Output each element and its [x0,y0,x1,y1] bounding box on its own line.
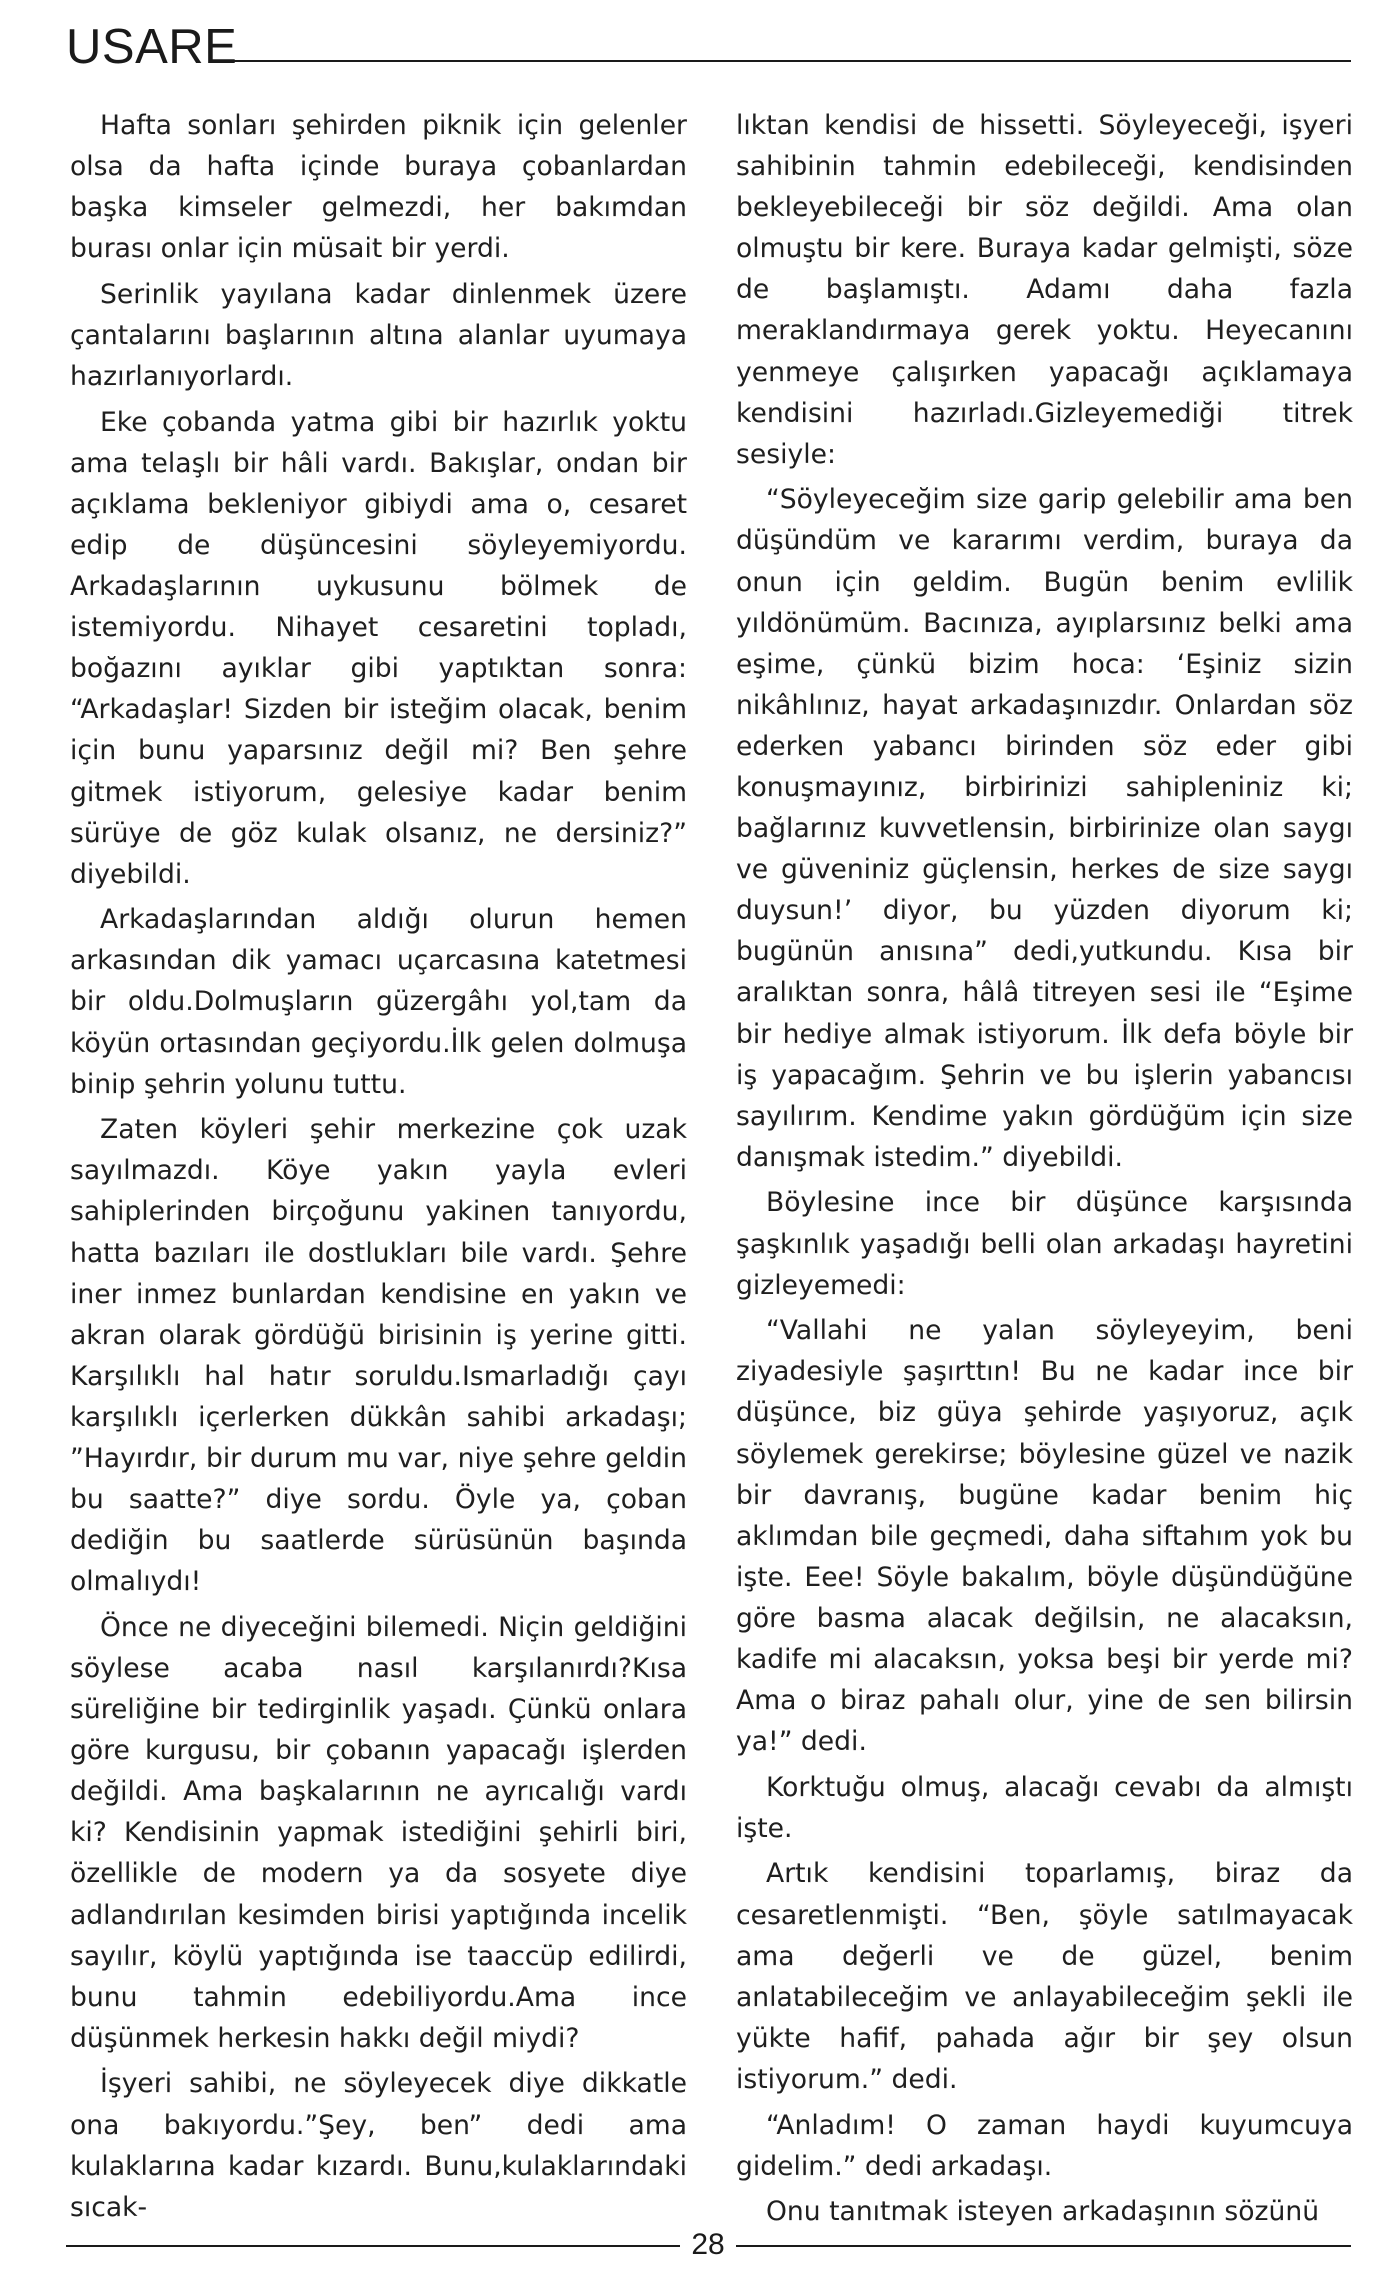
paragraph: “Vallahi ne yalan söyleyeyim, beni ziyadesiyle şaşırttın! Bu ne kadar ince bir düşünce, biz güya şehirde yaşıyoruz, açık söylemek gerekirse; böylesine güzel ve nazik bir davranış, bugüne kadar benim hiç aklımdan bile geçmedi, daha siftahım yok bu işte. Eee! Söyle bakalım, böyle düşündüğüne göre basma alacak değilsin, ne alacaksın, kadife mi alacaksın, yoksa beşi bir yerde mi? Ama o biraz pahalı olur, yine de sen bilirsin ya!” dedi. [736,1315,1353,1758]
paragraph: Zaten köyleri şehir merkezine çok uzak sayılmazdı. Köye yakın yayla evleri sahiplerinden birçoğunu yakinen tanıyordu, hatta bazıları ile dostlukları bile vardı. Şehre iner inmez bunlardan kendisine en yakın ve akran olarak gördüğü birisinin iş yerine gitti. Karşılıklı hal hatır soruldu.Ismarladığı çayı karşılıklı içerlerken dükkân sahibi arkadaşı; ”Hayırdır, bir durum mu var, niye şehre geldin bu saatte?” diye sordu. Öyle ya, çoban dediğin bu saatlerde sürüsünün başında olmalıydı! [70,1114,687,1598]
paragraph: Korktuğu olmuş, alacağı cevabı da almıştı işte. [736,1771,1353,1844]
paragraph: Artık kendisini toparlamış, biraz da cesaretlenmişti. “Ben, şöyle satılmayacak ama değerli ve de güzel, benim anlatabileceğim ve anlayabileceğim şekli ile yükte hafif, pahada ağır bir şey olsun istiyorum.” dedi. [736,1858,1353,2095]
page-number: 28 [691,2228,725,2261]
running-title: USARE [66,20,238,74]
paragraph: İşyeri sahibi, ne söyleyecek diye dikkatle ona bakıyordu.”Şey, ben” dedi ama kulaklarına kadar kızardı. Bunu,kulaklarındaki sıcak- [70,2068,687,2223]
paragraph: Hafta sonları şehirden piknik için gelenler olsa da hafta içinde buraya çobanlardan başka kimseler gelmezdi, her bakımdan burası onlar için müsait bir yerdi. [70,110,687,265]
page-footer [66,2230,1351,2260]
footer-rule-right [736,2245,1351,2247]
paragraph-continued: lıktan kendisi de hissetti. Söyleyeceği, işyeri sahibinin tahmin edebileceği, kendisinden bekleyebileceği bir söz değildi. Ama olan olmuştu bir kere. Buraya kadar gelmişti, söze de başlamıştı. Adamı daha fazla meraklandırmaya gerek yoktu. Heyecanını yenmeye çalışırken yapacağı açıklamaya kendisini hazırladı.Gizleyemediği titrek sesiyle: [736,110,1353,470]
footer-rule-left [66,2245,680,2247]
paragraph: Böylesine ince bir düşünce karşısında şaşkınlık yaşadığı belli olan arkadaşı hayretini gizleyemedi: [736,1187,1353,1301]
paragraph: Onu tanıtmak isteyen arkadaşının sözünü [766,2196,1320,2228]
paragraph: “Söyleyeceğim size garip gelebilir ama ben düşündüm ve kararımı verdim, buraya da onun için geldim. Bugün benim evlilik yıldönümüm. Bacınıza, ayıplarsınız belki ama eşime, çünkü bizim hoca: ‘Eşiniz sizin nikâhlınız, hayat arkadaşınızdır. Onlardan söz ederken yabancı birinden söz eder gibi konuşmayınız, birbirinizi sahipleniniz ki; bağlarınız kuvvetlensin, birbirinize olan saygı ve güveniniz güçlensin, herkes de size saygı duysun!’ diyor, bu yüzden diyorum ki; bugünün anısına” dedi,yutkundu. Kısa bir aralıktan sonra, hâlâ titreyen sesi ile “Eşime bir hediye almak istiyorum. İlk defa böyle bir iş yapacağım. Şehrin ve bu işlerin yabancısı sayılırım. Kendime yakın gördüğüm için size danışmak istedim.” diyebildi. [736,484,1353,1173]
paragraph: Önce ne diyeceğini bilemedi. Niçin geldiğini söylese acaba nasıl karşılanırdı?Kısa süreliğine bir tedirginlik yaşadı. Çünkü onlara göre kurgusu, bir çobanın yapacağı işlerden değildi. Ama başkalarının ne ayrıcalığı vardı ki? Kendisinin yapmak istediğini şehirli biri, özellikle de modern ya da sosyete diye adlandırılan kesimden birisi yaptığında incelik sayılır, köylü yaptığında ise taaccüp edilirdi, bunu tahmin edebiliyordu.Ama ince düşünmek herkesin hakkı değil miydi? [70,1611,687,2054]
paragraph: Eke çobanda yatma gibi bir hazırlık yoktu ama telaşlı bir hâli vardı. Bakışlar, ondan bir açıklama bekleniyor gibiydi ama o, cesaret edip de düşüncesini söyleyemiyordu. Arkadaşlarının uykusunu bölmek de istemiyordu. Nihayet cesaretini topladı, boğazını ayıklar gibi yaptıktan sonra: “Arkadaşlar! Sizden bir isteğim olacak, benim için bunu yaparsınız değil mi? Ben şehre gitmek istiyorum, gelesiye kadar benim sürüye de göz kulak olsanız, ne dersiniz?” diyebildi. [70,406,687,890]
paragraph: Serinlik yayılana kadar dinlenmek üzere çantalarını başlarının altına alanlar uyumaya hazırlanıyorlardı. [70,278,687,393]
paragraph: Arkadaşlarından aldığı olurun hemen arkasından dik yamacı uçarcasına katetmesi bir oldu.Dolmuşların güzergâhı yol,tam da köyün ortasından geçiyordu.İlk gelen dolmuşa binip şehrin yolunu tuttu. [70,904,687,1100]
header-rule [232,60,1351,62]
paragraph: “Anladım! O zaman haydi kuyumcuya gidelim.” dedi arkadaşı. [736,2109,1353,2182]
page-header [66,14,1351,74]
right-column [736,105,1353,2237]
left-column [70,105,687,2232]
